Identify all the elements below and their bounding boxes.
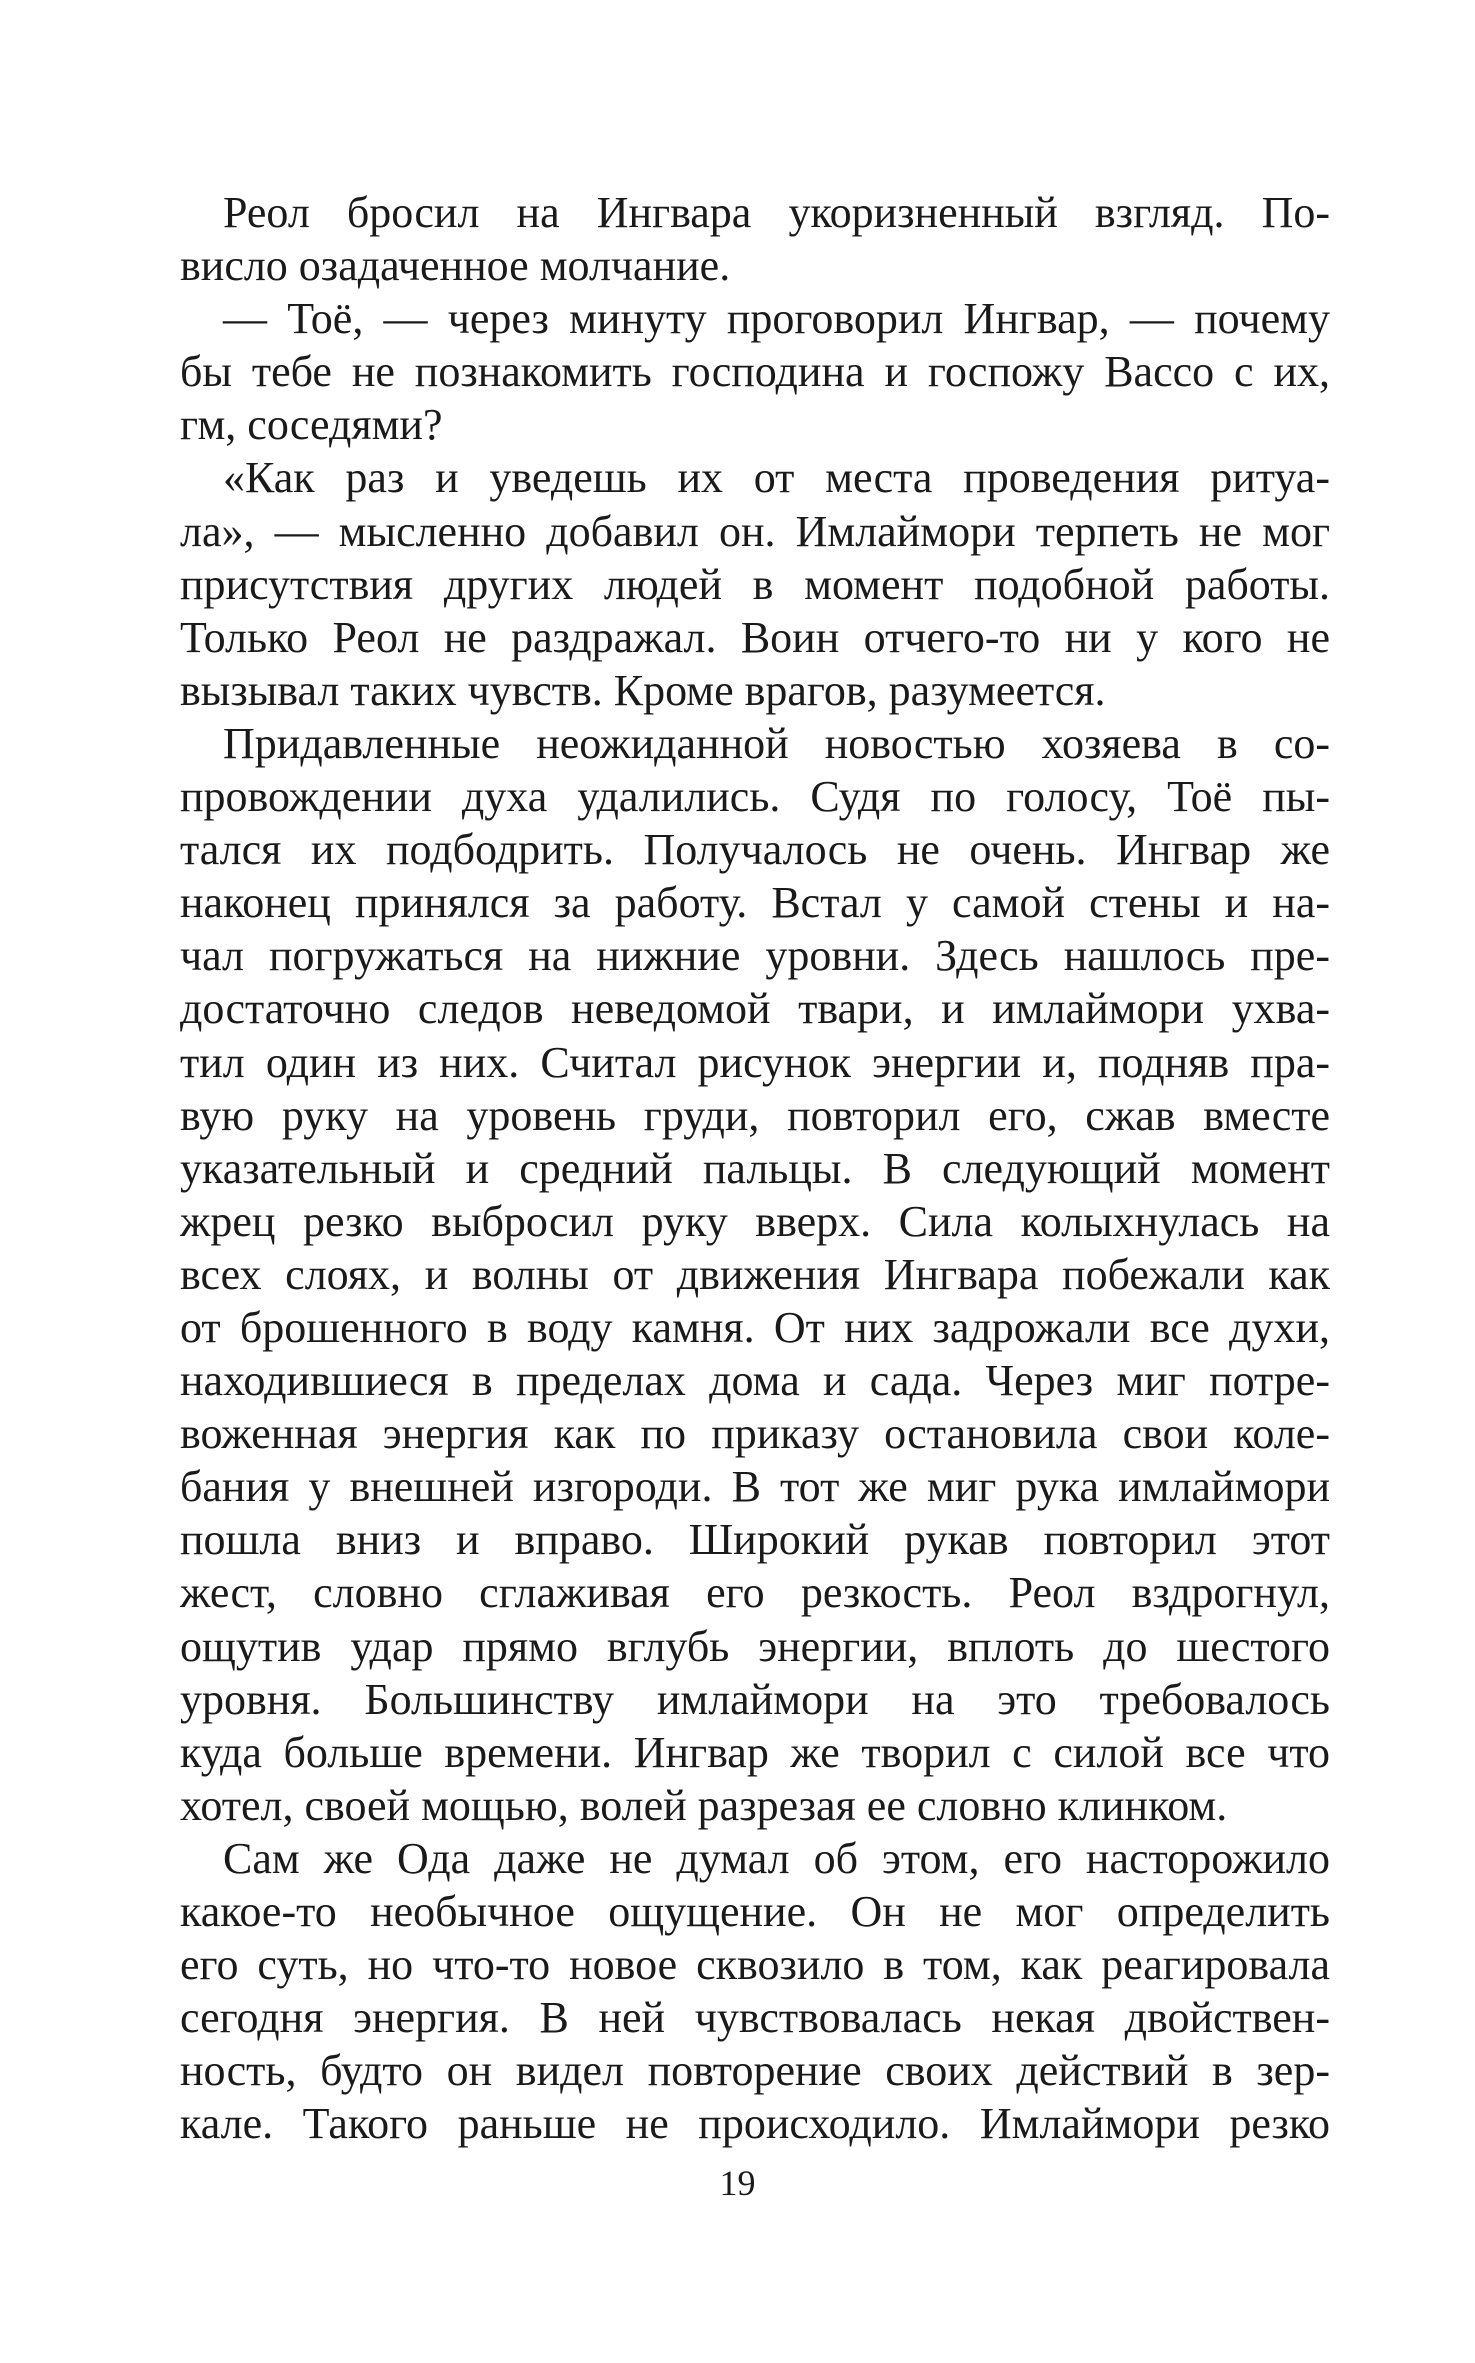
- text-line: указательный и средний пальцы. В следующий момент: [180, 1143, 1330, 1193]
- text-line: жест, словно сглаживая его резкость. Реол вздрогнул,: [180, 1568, 1330, 1618]
- text-line: ла», — мысленно добавил он. Имлаймори терпеть не мог: [180, 506, 1330, 556]
- text-line: бания у внешней изгороди. В тот же миг рука имлаймори: [180, 1462, 1330, 1512]
- text-line: от брошенного в воду камня. От них задрожали все духи,: [180, 1302, 1330, 1352]
- text-line: воженная энергия как по приказу остановила свои коле-: [180, 1409, 1330, 1459]
- text-line: находившиеся в пределах дома и сада. Через миг потре-: [180, 1356, 1330, 1406]
- text-line: ность, будто он видел повторение своих действий в зер-: [180, 2046, 1330, 2096]
- text-line: — Тоё, — через минуту проговорил Ингвар, — почему: [223, 294, 1330, 344]
- text-line: тил один из них. Считал рисунок энергии и, подняв пра-: [180, 1037, 1330, 1087]
- page-number: 19: [719, 2163, 756, 2203]
- text-line: Сам же Ода даже не думал об этом, его насторожило: [223, 1833, 1330, 1883]
- text-line: его суть, но что-то новое сквозило в том, как реагировала: [180, 1940, 1330, 1990]
- text-line: Придавленные неожиданной новостью хозяева в со-: [223, 718, 1330, 768]
- text-line: вую руку на уровень груди, повторил его, сжав вместе: [180, 1090, 1330, 1140]
- text-line: сегодня энергия. В ней чувствовалась некая двойствен-: [180, 1993, 1330, 2043]
- text-line: чал погружаться на нижние уровни. Здесь нашлось пре-: [180, 931, 1330, 981]
- text-line: гм, соседями?: [180, 400, 443, 450]
- text-line: провождении духа удалились. Судя по голосу, Тоё пы-: [180, 772, 1330, 822]
- text-line: пошла вниз и вправо. Широкий рукав повторил этот: [180, 1515, 1330, 1565]
- text-line: достаточно следов неведомой твари, и имлаймори ухва-: [180, 984, 1330, 1034]
- text-line: кале. Такого раньше не происходило. Имлаймори резко: [180, 2099, 1330, 2149]
- text-line: жрец резко выбросил руку вверх. Сила колыхнулась на: [180, 1196, 1330, 1246]
- text-line: Только Реол не раздражал. Воин отчего-то ни у кого не: [180, 612, 1330, 662]
- text-line: наконец принялся за работу. Встал у самой стены и на-: [180, 878, 1330, 928]
- text-line: уровня. Большинству имлаймори на это требовалось: [180, 1674, 1330, 1724]
- text-line: присутствия других людей в момент подобной работы.: [180, 559, 1330, 609]
- text-line: ощутив удар прямо вглубь энергии, вплоть до шестого: [180, 1621, 1330, 1671]
- text-line: висло озадаченное молчание.: [180, 241, 731, 291]
- text-line: «Как раз и уведешь их от места проведения ритуа-: [223, 453, 1330, 503]
- text-line: куда больше времени. Ингвар же творил с силой все что: [180, 1727, 1330, 1777]
- text-line: какое-то необычное ощущение. Он не мог определить: [180, 1887, 1330, 1936]
- text-line: хотел, своей мощью, волей разрезая ее словно клинком.: [180, 1780, 1228, 1830]
- text-line: вызывал таких чувств. Кроме врагов, разумеется.: [180, 665, 1106, 715]
- text-line: бы тебе не познакомить господина и госпожу Вассо с их,: [180, 347, 1330, 397]
- text-line: всех слоях, и волны от движения Ингвара побежали как: [180, 1249, 1330, 1299]
- text-line: Реол бросил на Ингвара укоризненный взгляд. По-: [223, 188, 1330, 237]
- book-page-text: [180, 186, 1330, 2150]
- text-line: тался их подбодрить. Получалось не очень. Ингвар же: [180, 825, 1330, 875]
